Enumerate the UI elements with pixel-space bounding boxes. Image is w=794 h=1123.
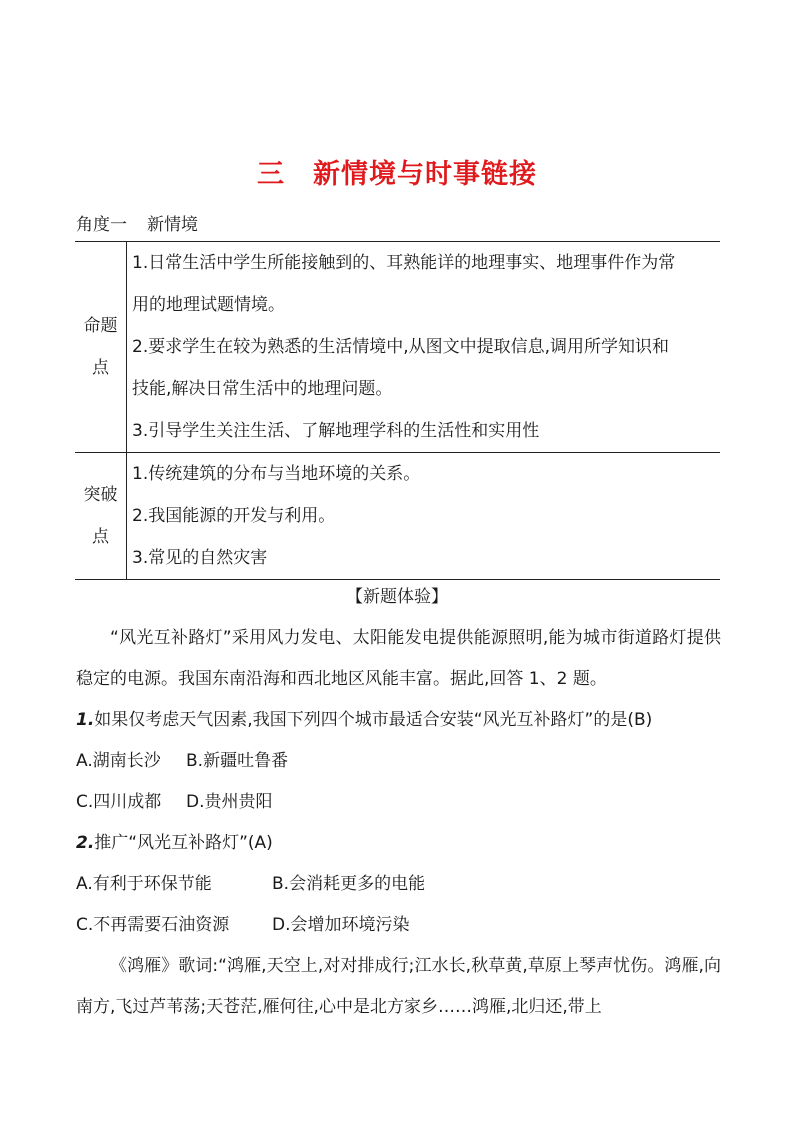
label-line: 突破 <box>83 485 118 505</box>
option-d: D.会增加环境污染 <box>272 915 410 935</box>
option-b: B.新疆吐鲁番 <box>186 751 289 771</box>
passage-wild-goose-song: 《鸿雁》歌词:“鸿雁,天空上,对对排成行;江水长,秋草黄,草原上琴声忧伤。鸿雁,向南方,飞过芦苇荡;天苍茫,雁何往,心中是北方家乡……鸿雁,北归还,带上 <box>76 956 721 1017</box>
question-stem: 如果仅考虑天气因素,我国下列四个城市最适合安装“风光互补路灯”的是(B) <box>94 710 653 730</box>
table-row-breakthrough <box>75 453 720 580</box>
title-text: 新情境与时事链接 <box>313 159 537 190</box>
option-c: C.四川成都 <box>76 792 162 812</box>
option-a: A.有利于环保节能 <box>76 874 212 894</box>
row-label-breakthrough <box>75 453 127 580</box>
question-number: 2. <box>76 833 95 853</box>
question-stem: 推广“风光互补路灯”(A) <box>94 833 273 853</box>
passage-wind-solar: “风光互补路灯”采用风力发电、太阳能发电提供能源照明,能为城市街道路灯提供稳定的电源。我国东南沿海和西北地区风能丰富。据此,回答 1、2 题。 <box>76 628 721 689</box>
option-row <box>76 741 721 782</box>
label-line: 点 <box>92 527 109 547</box>
content-line: 2.要求学生在较为熟悉的生活情境中,从图文中提取信息,调用所学知识和 <box>132 337 670 357</box>
question-number: 1. <box>76 710 95 730</box>
content-line: 用的地理试题情境。 <box>132 295 285 315</box>
experience-heading: 【新题体验】 <box>346 587 448 607</box>
table-row-proposition <box>75 242 720 453</box>
section-label: 角度一 <box>76 215 127 235</box>
option-row <box>76 905 721 946</box>
section-heading <box>76 210 198 235</box>
question-1 <box>76 700 721 741</box>
option-b: B.会消耗更多的电能 <box>272 874 426 894</box>
option-a: A.湖南长沙 <box>76 751 161 771</box>
option-row <box>76 782 721 823</box>
content-line: 3.常见的自然灾害 <box>132 548 268 568</box>
label-line: 命题 <box>83 316 118 336</box>
title-number: 三 <box>257 159 285 190</box>
content-line: 技能,解决日常生活中的地理问题。 <box>132 379 393 399</box>
row-content-proposition <box>127 242 721 453</box>
content-line: 3.引导学生关注生活、了解地理学科的生活性和实用性 <box>132 421 540 441</box>
option-row <box>76 864 721 905</box>
row-label-proposition <box>75 242 127 453</box>
label-line: 点 <box>92 358 109 378</box>
content-line: 1.传统建筑的分布与当地环境的关系。 <box>132 464 421 484</box>
option-c: C.不再需要石油资源 <box>76 915 230 935</box>
question-section <box>76 618 721 1028</box>
info-table <box>75 241 720 580</box>
content-line: 2.我国能源的开发与利用。 <box>132 506 336 526</box>
content-line: 1.日常生活中学生所能接触到的、耳熟能详的地理事实、地理事件作为常 <box>132 253 676 273</box>
row-content-breakthrough <box>127 453 721 580</box>
question-2 <box>76 823 721 864</box>
section-name: 新情境 <box>147 215 198 235</box>
option-d: D.贵州贵阳 <box>186 792 273 812</box>
page-title <box>0 152 794 191</box>
